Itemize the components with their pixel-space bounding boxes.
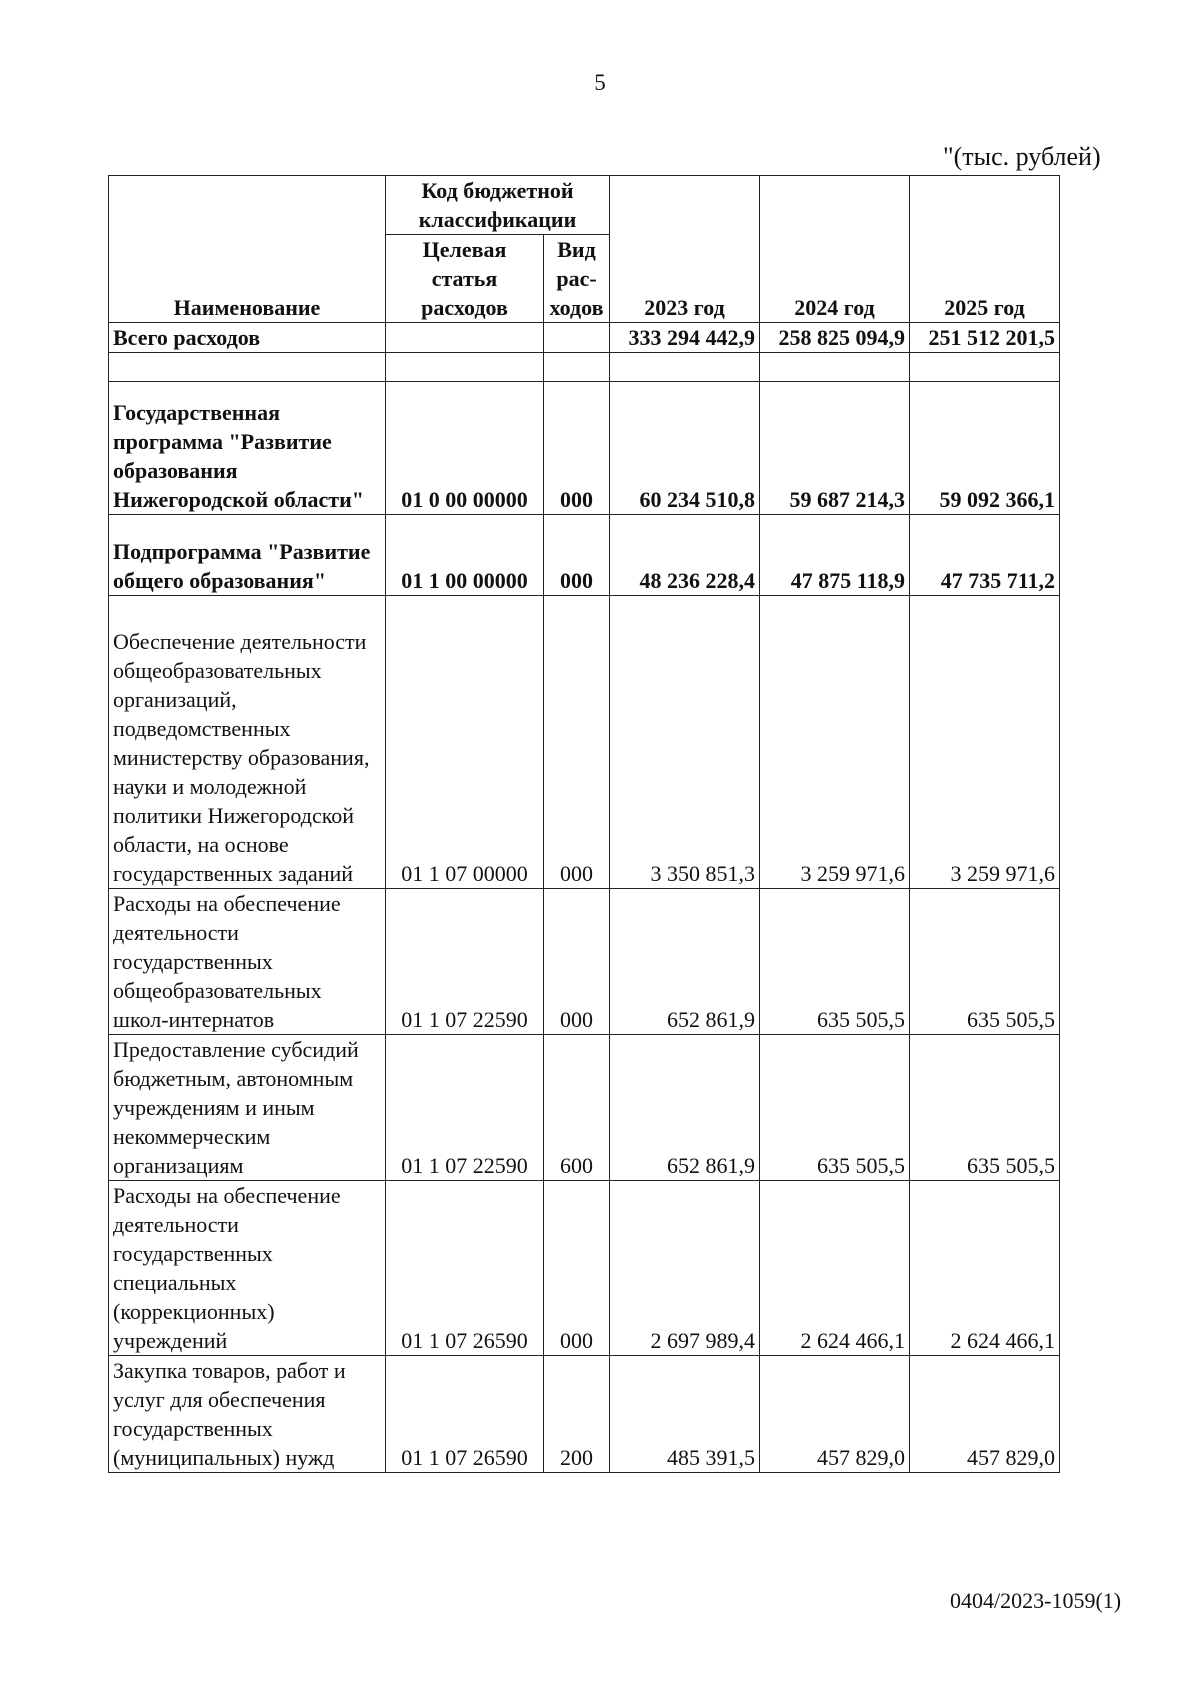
row-target-article xyxy=(386,323,544,353)
row-value-2025: 635 505,5 xyxy=(910,889,1060,1035)
row-value-2023: 652 861,9 xyxy=(610,889,760,1035)
row-name: Обеспечение деятельности общеобразовательных организаций, подведомственных министерству образования, науки и молодежной политики Нижегородской области, на основе государственных заданий xyxy=(109,596,386,889)
row-expense-type: 600 xyxy=(544,1035,610,1181)
budget-table xyxy=(108,175,1060,1473)
table-row xyxy=(109,353,1060,382)
row-value-2023: 60 234 510,8 xyxy=(610,382,760,515)
row-value-2024 xyxy=(760,353,910,382)
row-expense-type: 000 xyxy=(544,382,610,515)
row-value-2025: 251 512 201,5 xyxy=(910,323,1060,353)
page-number: 5 xyxy=(594,70,606,95)
table-row xyxy=(109,515,1060,596)
row-expense-type: 000 xyxy=(544,515,610,596)
row-value-2023: 485 391,5 xyxy=(610,1356,760,1473)
table-row xyxy=(109,382,1060,515)
row-value-2024: 3 259 971,6 xyxy=(760,596,910,889)
row-value-2025: 2 624 466,1 xyxy=(910,1181,1060,1356)
table-row xyxy=(109,1035,1060,1181)
row-expense-type: 200 xyxy=(544,1356,610,1473)
row-value-2025: 3 259 971,6 xyxy=(910,596,1060,889)
row-target-article: 01 1 07 22590 xyxy=(386,1035,544,1181)
row-value-2025: 457 829,0 xyxy=(910,1356,1060,1473)
row-value-2024: 635 505,5 xyxy=(760,1035,910,1181)
row-target-article: 01 0 00 00000 xyxy=(386,382,544,515)
header-2025: 2025 год xyxy=(910,176,1060,323)
row-value-2024: 635 505,5 xyxy=(760,889,910,1035)
row-expense-type xyxy=(544,353,610,382)
header-expense-type: Вид рас-ходов xyxy=(544,235,610,323)
row-name: Закупка товаров, работ и услуг для обеспечения государственных (муниципальных) нужд xyxy=(109,1356,386,1473)
row-target-article xyxy=(386,353,544,382)
row-value-2023: 652 861,9 xyxy=(610,1035,760,1181)
row-target-article: 01 1 07 22590 xyxy=(386,889,544,1035)
document-code: 0404/2023-1059(1) xyxy=(950,1588,1122,1613)
row-name: Подпрограмма "Развитие общего образования" xyxy=(109,515,386,596)
table-row xyxy=(109,596,1060,889)
header-row xyxy=(109,176,1060,235)
row-target-article: 01 1 07 00000 xyxy=(386,596,544,889)
row-name: Государственная программа "Развитие образования Нижегородской области" xyxy=(109,382,386,515)
row-value-2023 xyxy=(610,353,760,382)
header-2023: 2023 год xyxy=(610,176,760,323)
header-budget-code: Код бюджетной классификации xyxy=(386,176,610,235)
row-name: Предоставление субсидий бюджетным, автономным учреждениям и иным некоммерческим организациям xyxy=(109,1035,386,1181)
row-expense-type xyxy=(544,323,610,353)
row-target-article: 01 1 00 00000 xyxy=(386,515,544,596)
header-name: Наименование xyxy=(109,176,386,323)
row-value-2024: 457 829,0 xyxy=(760,1356,910,1473)
row-value-2023: 48 236 228,4 xyxy=(610,515,760,596)
row-value-2024: 258 825 094,9 xyxy=(760,323,910,353)
row-target-article: 01 1 07 26590 xyxy=(386,1356,544,1473)
header-target-article: Целевая статья расходов xyxy=(386,235,544,323)
table-row xyxy=(109,1356,1060,1473)
row-value-2024: 2 624 466,1 xyxy=(760,1181,910,1356)
header-2024: 2024 год xyxy=(760,176,910,323)
row-name: Расходы на обеспечение деятельности государственных специальных (коррекционных) учреждений xyxy=(109,1181,386,1356)
table-row xyxy=(109,889,1060,1035)
row-name xyxy=(109,353,386,382)
table-row xyxy=(109,1181,1060,1356)
row-value-2023: 3 350 851,3 xyxy=(610,596,760,889)
row-name: Всего расходов xyxy=(109,323,386,353)
row-value-2025: 59 092 366,1 xyxy=(910,382,1060,515)
row-expense-type: 000 xyxy=(544,889,610,1035)
row-value-2025: 47 735 711,2 xyxy=(910,515,1060,596)
row-value-2024: 59 687 214,3 xyxy=(760,382,910,515)
row-expense-type: 000 xyxy=(544,1181,610,1356)
row-value-2025: 635 505,5 xyxy=(910,1035,1060,1181)
row-value-2023: 2 697 989,4 xyxy=(610,1181,760,1356)
row-name: Расходы на обеспечение деятельности государственных общеобразовательных школ-интернатов xyxy=(109,889,386,1035)
row-target-article: 01 1 07 26590 xyxy=(386,1181,544,1356)
units-label: "(тыс. рублей) xyxy=(943,142,1101,171)
table-row xyxy=(109,323,1060,353)
row-value-2025 xyxy=(910,353,1060,382)
row-expense-type: 000 xyxy=(544,596,610,889)
row-value-2024: 47 875 118,9 xyxy=(760,515,910,596)
row-value-2023: 333 294 442,9 xyxy=(610,323,760,353)
